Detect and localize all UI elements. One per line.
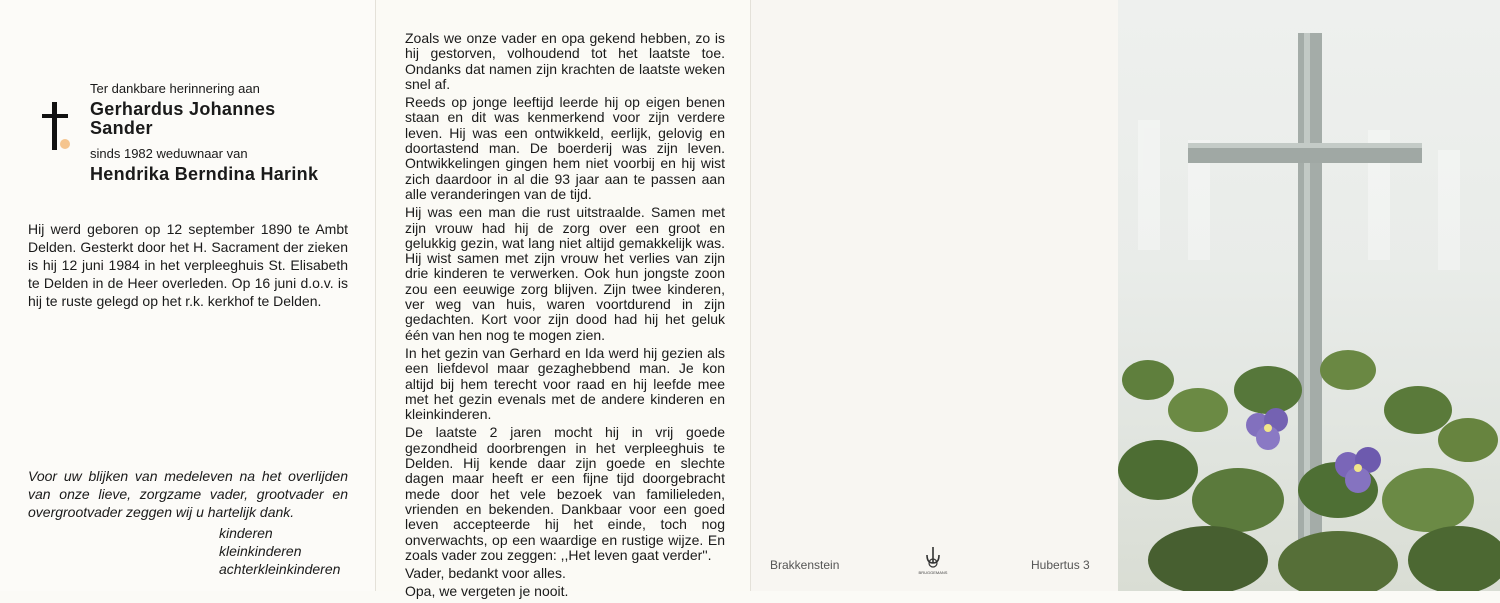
back-panel [750,0,1118,591]
story-closing-line: Opa, we vergeten je nooit. [405,583,569,600]
printer-logo-icon [918,545,948,579]
fold-line [750,0,751,591]
signer-item: achterkleinkinderen [219,561,341,577]
printer-name: Brakkenstein [770,558,840,572]
cross-photo-panel [1118,0,1500,591]
biography-text: Hij werd geboren op 12 september 1890 te Ambt Delden. Gesterkt door het H. Sacrament der zieken is hij 12 juni 1984 in het verpleeghuis St. Elisabeth te Delden in de Heer overleden. Op 16 juni d.o.v. is hij te ruste gelegd op het r.k. kerkhof te Delden. [28,221,348,309]
fold-line [375,0,376,591]
story-paragraph: Reeds op jonge leeftijd leerde hij op eigen benen staan en dit was kenmerkend voor zijn verdere leven. Hij was een ontwikkeld, eerlijk, gelovig en doortastend man. De boerderij was zijn leven. Ontwikkelingen gingen hem niet voorbij en hij wist zich daardoor in al die 93 jaar aan te passen aan alle veranderingen van de tijd. [405,94,725,202]
intro-text: Ter dankbare herinnering aan [90,81,260,96]
signers-list [219,524,340,578]
deceased-name-line1: Gerhardus Johannes [90,99,276,119]
story-paragraph: In het gezin van Gerhard en Ida werd hij gezien als een liefdevol maar gezaghebbend man. Je kon altijd bij hem terecht voor raad en hij leefde mee met het gezin evenals met de andere kinderen en kleinkinderen. [405,344,725,423]
memorial-story [405,31,725,603]
story-closing-line: Vader, bedankt voor alles. [405,565,566,582]
story-paragraph: Zoals we onze vader en opa gekend hebben, zo is hij gestorven, volhoudend tot het laatste toe. Ondanks dat namen zijn krachten de laatste weken snel af. [405,30,725,92]
deceased-name [90,100,275,138]
signer-item: kinderen [219,525,273,541]
signer-item: kleinkinderen [219,543,302,559]
black-cross-icon [40,100,70,152]
cross-with-violets-photo [1118,0,1500,591]
story-paragraph: De laatste 2 jaren mocht hij in vrij goede gezondheid doorbrengen in het verpleeghuis te Delden. Hij kende daar zijn goede en slechte dagen maar heeft er een fijne tijd doorgebracht mede door het vele bezoek van familieleden, vrienden en bekenden. Dankbaar voor een goed leven accepteerde hij het einde, toch nog onverwachts, op een waardige en rustige wijze. En zoals vader zou zeggen: ,,Het leven gaat verder''. [405,424,725,563]
wife-name: Hendrika Berndina Harink [90,164,319,184]
story-paragraph: Hij was een man die rust uitstraalde. Samen met zijn vrouw had hij de zorg over een groot en gelukkig gezin, wat lang niet altijd gemakkelijk was. Hij wist samen met zijn vrouw het verlies van zijn drie kinderen te verwerken. Ook hun jongste zoon zou een eeuwige zorg blijven. Zijn twee kinderen, ver weg van huis, waren voortdurend in zijn gedachten. Kort voor zijn dood had hij het geluk één van hen nog te mogen zien. [405,204,725,343]
printer-series: Hubertus 3 [1031,558,1090,572]
widower-since-text: sinds 1982 weduwnaar van [90,146,248,161]
thanks-text: Voor uw blijken van medeleven na het overlijden van onze lieve, zorgzame vader, grootvader en overgrootvader zeggen wij u hartelijk dank. [28,468,348,520]
deceased-name-line2: Sander [90,118,153,138]
printer-logo-text: BRUGGEMANS [918,570,948,575]
